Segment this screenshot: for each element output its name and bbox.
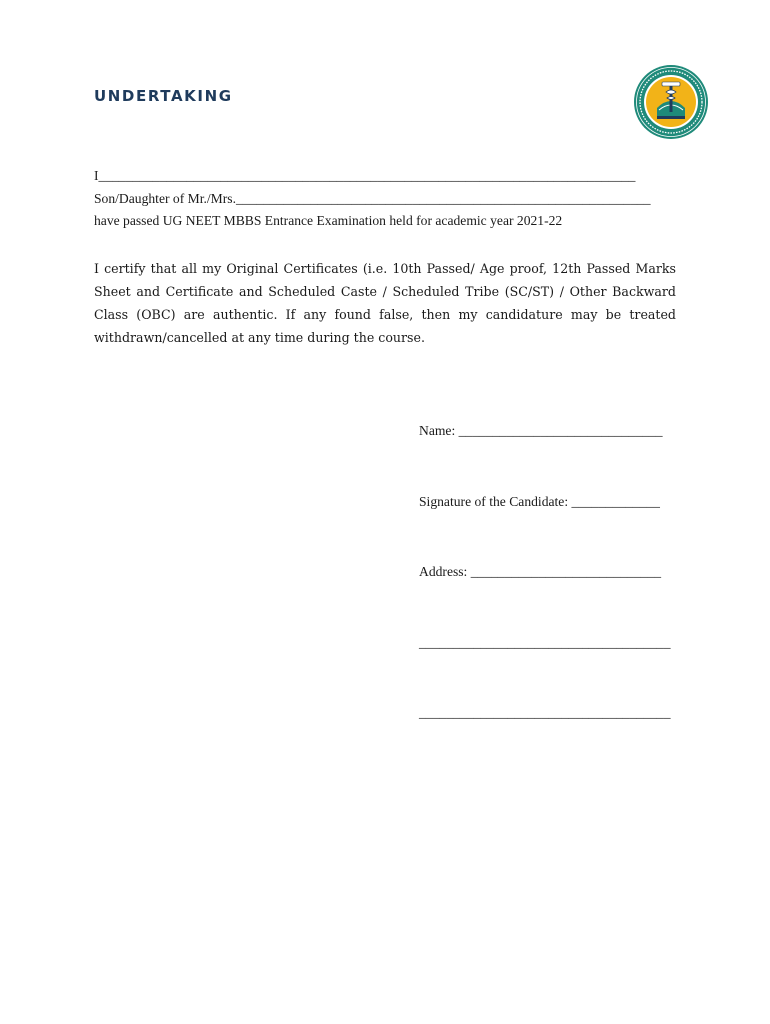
signature-block [419,372,670,772]
page-title: UNDERTAKING [94,87,233,105]
certification-paragraph: I certify that all my Original Certificates (i.e. 10th Passed/ Age proof, 12th Passed Marks Sheet and Certificate and Scheduled Caste / Scheduled Tribe (SC/ST) / Other Backward Class (OBC) are authentic. If any found false, then my candidature may be treated withdrawn/cancelled at any time during the course. [94,261,676,345]
address-line-3: _____________________________________ [419,705,671,720]
university-seal-logo [633,64,709,140]
address-field-line: Address: ____________________________ [419,564,662,579]
name-field-line: Name: ______________________________ [419,423,663,438]
signature-field-line: Signature of the Candidate: _____________ [419,493,660,509]
candidate-name-line: I_______________________________________________________________________________ [94,168,636,183]
parent-name-line: Son/Daughter of Mr./Mrs._____________________________________________________________ [94,191,651,206]
address-line-2: _____________________________________ [419,634,671,650]
exam-passed-line: have passed UG NEET MBBS Entrance Examination held for academic year 2021-22 [94,213,563,228]
